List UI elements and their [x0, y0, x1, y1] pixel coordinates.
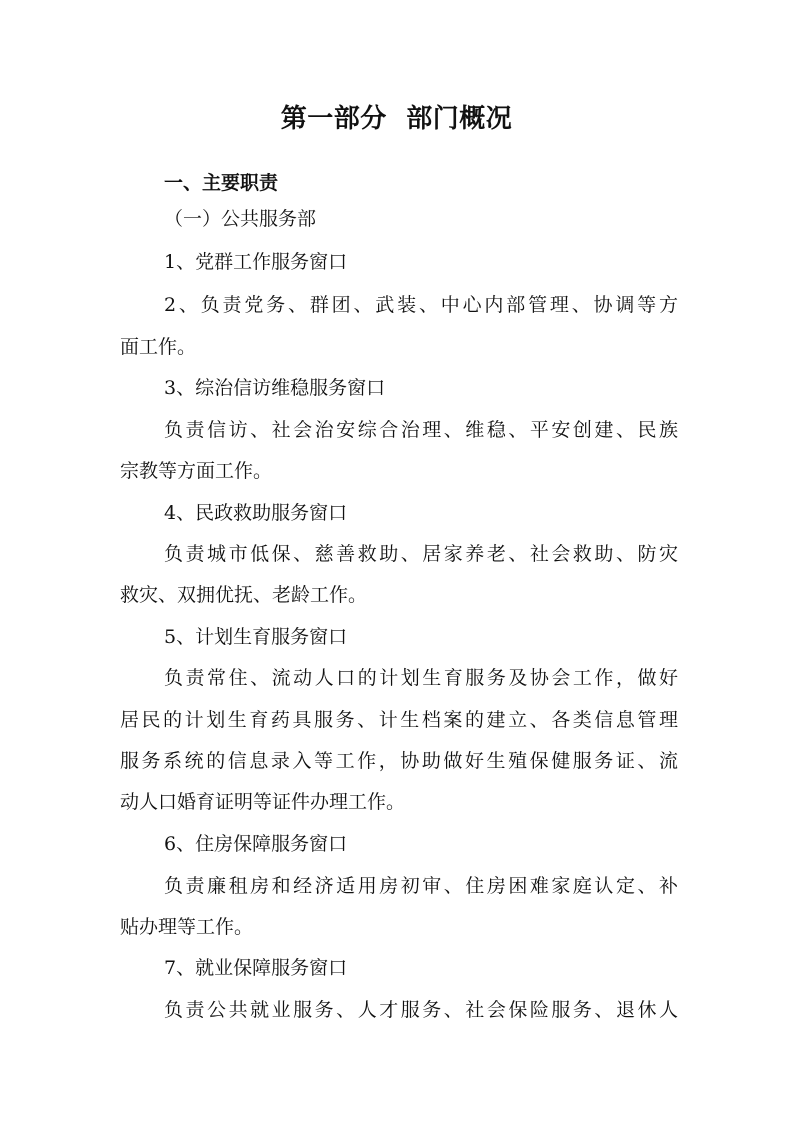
paragraph-line: 负责信访、社会治安综合治理、维稳、平安创建、民族: [164, 419, 678, 441]
paragraph-line: 救灾、双拥优抚、老龄工作。: [120, 584, 368, 606]
item-heading: 4、民政救助服务窗口: [164, 502, 348, 524]
paragraph-line: 宗教等方面工作。: [120, 460, 273, 482]
page-title: 第一部分 部门概况: [280, 104, 513, 134]
subsection-heading: （一）公共服务部: [164, 208, 317, 230]
paragraph-line: 负责公共就业服务、人才服务、社会保险服务、退休人: [164, 999, 678, 1021]
item-heading: 6、住房保障服务窗口: [164, 833, 348, 855]
paragraph-line: 面工作。: [120, 336, 197, 358]
paragraph-line: 贴办理等工作。: [120, 916, 254, 938]
paragraph-line: 负责常住、流动人口的计划生育服务及协会工作，做好: [164, 667, 678, 689]
paragraph-line: 服务系统的信息录入等工作，协助做好生殖保健服务证、流: [120, 750, 678, 772]
section-heading: 一、主要职责: [164, 172, 279, 194]
paragraph-line: 居民的计划生育药具服务、计生档案的建立、各类信息管理: [120, 709, 678, 731]
paragraph-line: 2、负责党务、群团、武装、中心内部管理、协调等方: [164, 294, 678, 316]
paragraph-line: 动人口婚育证明等证件办理工作。: [120, 791, 406, 813]
item-heading: 5、计划生育服务窗口: [164, 626, 348, 648]
paragraph-line: 负责廉租房和经济适用房初审、住房困难家庭认定、补: [164, 875, 678, 897]
paragraph-line: 负责城市低保、慈善救助、居家养老、社会救助、防灾: [164, 543, 678, 565]
item-heading: 7、就业保障服务窗口: [164, 957, 348, 979]
item-heading: 1、党群工作服务窗口: [164, 251, 348, 273]
item-heading: 3、综治信访维稳服务窗口: [164, 377, 386, 399]
